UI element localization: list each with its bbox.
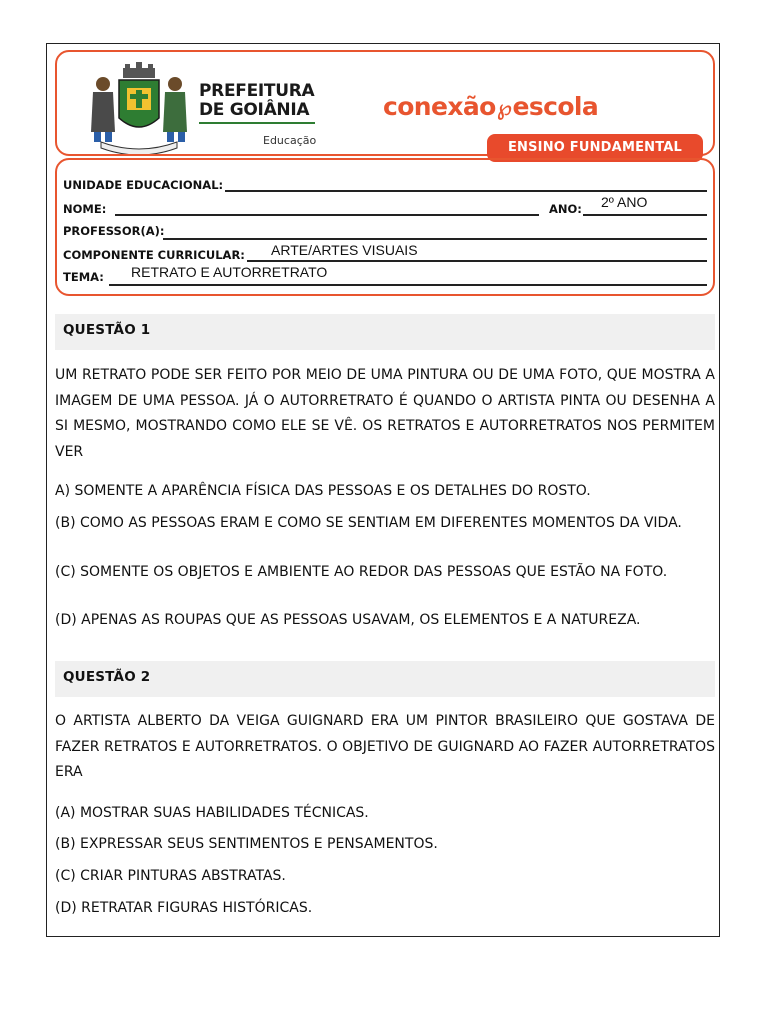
student-info-form [55,158,715,296]
question-1-title: QUESTÃO 1 [63,322,151,338]
ano-value: 2º ANO [601,194,648,210]
brand-word-2: escola [512,92,599,121]
question-2-option-d[interactable]: (D) RETRATAR FIGURAS HISTÓRICAS. [55,900,313,916]
question-1-option-b[interactable]: (B) COMO AS PESSOAS ERAM E COMO SE SENTIAM EM DIFERENTES MOMENTOS DA VIDA. [55,515,682,531]
brand-logo [383,92,598,121]
department-label: Educação [263,134,317,147]
nome-label: NOME: [63,202,107,216]
tema-label: TEMA: [63,270,104,284]
level-badge: ENSINO FUNDAMENTAL [487,134,703,162]
question-1-option-c[interactable]: (C) SOMENTE OS OBJETOS E AMBIENTE AO REDOR DAS PESSOAS QUE ESTÃO NA FOTO. [55,564,668,580]
brand-word-1: conexão [383,92,496,121]
question-2-option-c[interactable]: (C) CRIAR PINTURAS ABSTRATAS. [55,868,286,884]
question-1-option-d[interactable]: (D) APENAS AS ROUPAS QUE AS PESSOAS USAVAM, OS ELEMENTOS E A NATUREZA. [55,612,641,628]
prefeitura-name [199,82,314,120]
exam-sheet [46,43,720,937]
question-2-header [55,661,715,697]
unidade-field[interactable] [225,190,707,192]
componente-field[interactable] [247,260,707,262]
question-1-statement: UM RETRATO PODE SER FEITO POR MEIO DE UMA PINTURA OU DE UMA FOTO, QUE MOSTRA A IMAGEM DE UMA PESSOA. JÁ O AUTORRETRATO É QUANDO O ARTISTA PINTA OU DESENHA A SI MESMO, MOSTRANDO COMO ELE SE VÊ. OS RETRATOS E AUTORRETRATOS NOS PERMITEM VER [55,367,715,460]
goiania-coat-of-arms-icon [81,62,197,154]
question-2-statement: O ARTISTA ALBERTO DA VEIGA GUIGNARD ERA UM PINTOR BRASILEIRO QUE GOSTAVA DE FAZER RETRATOS E AUTORRETRATOS. O OBJETIVO DE GUIGNARD AO FAZER AUTORRETRATOS ERA [55,713,715,780]
componente-value: ARTE/ARTES VISUAIS [271,242,418,258]
question-2-option-a[interactable]: (A) MOSTRAR SUAS HABILIDADES TÉCNICAS. [55,805,369,821]
prefeitura-divider [199,122,315,124]
unidade-label: UNIDADE EDUCACIONAL: [63,178,224,192]
professor-label: PROFESSOR(A): [63,224,165,238]
location-pin-icon: ℘ [496,96,512,121]
tema-value: RETRATO E AUTORRETRATO [131,264,328,280]
nome-field[interactable] [115,214,539,216]
prefeitura-line-1: PREFEITURA [199,81,315,101]
question-1-option-a[interactable]: A) SOMENTE A APARÊNCIA FÍSICA DAS PESSOAS E OS DETALHES DO ROSTO. [55,483,591,499]
ano-field[interactable] [583,214,707,216]
tema-field[interactable] [109,284,707,286]
question-1-header [55,314,715,350]
prefeitura-line-2: DE GOIÂNIA [199,100,310,120]
question-2-option-b[interactable]: (B) EXPRESSAR SEUS SENTIMENTOS E PENSAMENTOS. [55,836,438,852]
question-2-title: QUESTÃO 2 [63,669,151,685]
professor-field[interactable] [163,238,707,240]
ano-label: ANO: [549,202,582,216]
componente-label: COMPONENTE CURRICULAR: [63,248,245,262]
